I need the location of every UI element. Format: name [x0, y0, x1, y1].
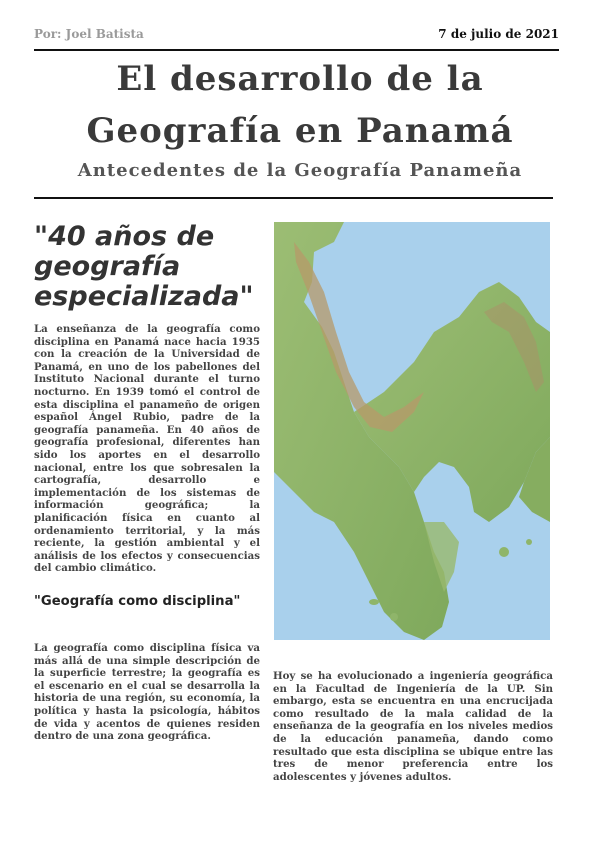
island-2	[390, 613, 398, 621]
island-3	[526, 539, 532, 545]
section-2-body: La geografía como disciplina física va más allá de una simple descripción de la superficie terrestre; la geografía es el escenario en el cual se desarrolla la historia de una región, su economía, la política y hasta la psicología, hábitos de vida y acentos de quienes residen dentro de una zona geográfica.	[34, 642, 260, 743]
page-subtitle: Antecedentes de la Geografía Panameña	[77, 160, 523, 181]
section-1-heading-line-2: geografía	[34, 251, 181, 282]
page-title	[34, 53, 566, 157]
section-1-heading-line-3: especializada"	[34, 281, 254, 312]
island-1	[499, 547, 509, 557]
section-1-heading	[34, 222, 264, 312]
title-line-2: Geografía en Panamá	[86, 111, 514, 151]
byline: Por: Joel Batista	[34, 27, 144, 41]
publish-date: 7 de julio de 2021	[438, 27, 559, 41]
title-line-1: El desarrollo de la	[116, 59, 484, 99]
island-4	[369, 599, 379, 605]
top-divider	[34, 49, 559, 51]
middle-divider	[34, 197, 553, 199]
panama-relief-map	[274, 222, 550, 640]
section-2-heading: "Geografía como disciplina"	[34, 594, 241, 609]
section-3-body: Hoy se ha evolucionado a ingeniería geográfica en la Facultad de Ingeniería de la UP. Sin embargo, esta se encuentra en una encrucijada como resultado de la mala calidad de la enseñanza de la geografía en los niveles medios de la educación panameña, dando como resultado que esta disciplina se ubique entre las tres de menor preferencia entre los adolescentes y jóvenes adultos.	[273, 670, 553, 783]
section-1-heading-line-1: "40 años de	[34, 221, 215, 252]
map-image	[274, 222, 550, 640]
section-1-body: La enseñanza de la geografía como disciplina en Panamá nace hacia 1935 con la creación de la Universidad de Panamá, en uno de los pabellones del Instituto Nacional durante el turno nocturno. En 1939 tomó el control de esta disciplina el panameño de origen español Ángel Rubio, padre de la geografía panameña. En 40 años de geografía profesional, diferentes han sido los aportes en el desarrollo nacional, entre los que sobresalen la cartografía, desarrollo e implementación de los sistemas de información geográfica; la planificación física en cuanto al ordenamiento territorial, y la más reciente, la gestión ambiental y el análisis de los efectos y consecuencias del cambio climático.	[34, 323, 260, 575]
